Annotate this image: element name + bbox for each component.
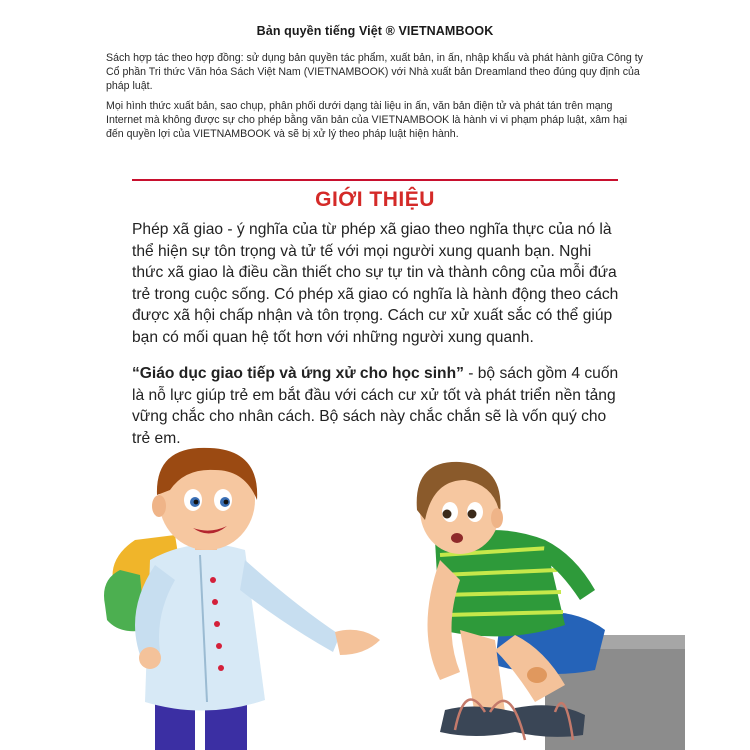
- intro-paragraph-1: Phép xã giao - ý nghĩa của từ phép xã giao theo nghĩa thực của nó là thể hiện sự tôn trọng và tử tế với mọi người xung quanh bạn. Nghi thức xã giao là điều cần thiết cho sự tự tin và thành công của mỗi đứa trẻ trong cuộc sống. Có phép xã giao có nghĩa là hành động theo cách được xã hội chấp nhận và tôn trọng. Cách cư xử xuất sắc có thể giúp bạn có mối quan hệ tốt hơn với những người xung quanh.: [132, 221, 619, 346]
- intro-paragraph-2: [132, 363, 622, 449]
- legal-paragraph-2: Mọi hình thức xuất bản, sao chụp, phân phối dưới dạng tài liệu in ấn, văn bản điện tử và phát tán trên mạng Internet mà không được sự cho phép bằng văn bản của VIETNAMBOOK là hành vi vi phạm pháp luật, xâm hại đến quyền lợi của VIETNAMBOOK và sẽ bị xử lý theo pháp luật hiện hành.: [106, 100, 628, 141]
- legal-paragraph-1: Sách hợp tác theo hợp đồng: sử dụng bản quyền tác phẩm, xuất bản, in ấn, nhập khẩu và phát hành giữa Công ty Cổ phần Tri thức Văn hóa Sách Việt Nam (VIETNAMBOOK) với Nhà xuất bản Dreamland theo đúng quy định của pháp luật.: [106, 52, 643, 93]
- copyright-title: Bản quyền tiếng Việt ® VIETNAMBOOK: [256, 24, 494, 38]
- book-series-title: “Giáo dục giao tiếp và ứng xử cho học sinh”: [132, 365, 464, 382]
- boy-with-backpack: [104, 448, 380, 750]
- section-title: GIỚI THIỆU: [315, 188, 435, 211]
- children-illustration: [95, 440, 685, 750]
- red-divider: [132, 179, 618, 181]
- intro-paragraph-2-text: - bộ sách gồm 4 cuốn là nỗ lực giúp trẻ em bắt đầu với cách cư xử tốt và phát triển nền tảng vững chắc cho nhân cách. Bộ sách này chắc chắn sẽ là vốn quý cho trẻ em.: [132, 365, 619, 447]
